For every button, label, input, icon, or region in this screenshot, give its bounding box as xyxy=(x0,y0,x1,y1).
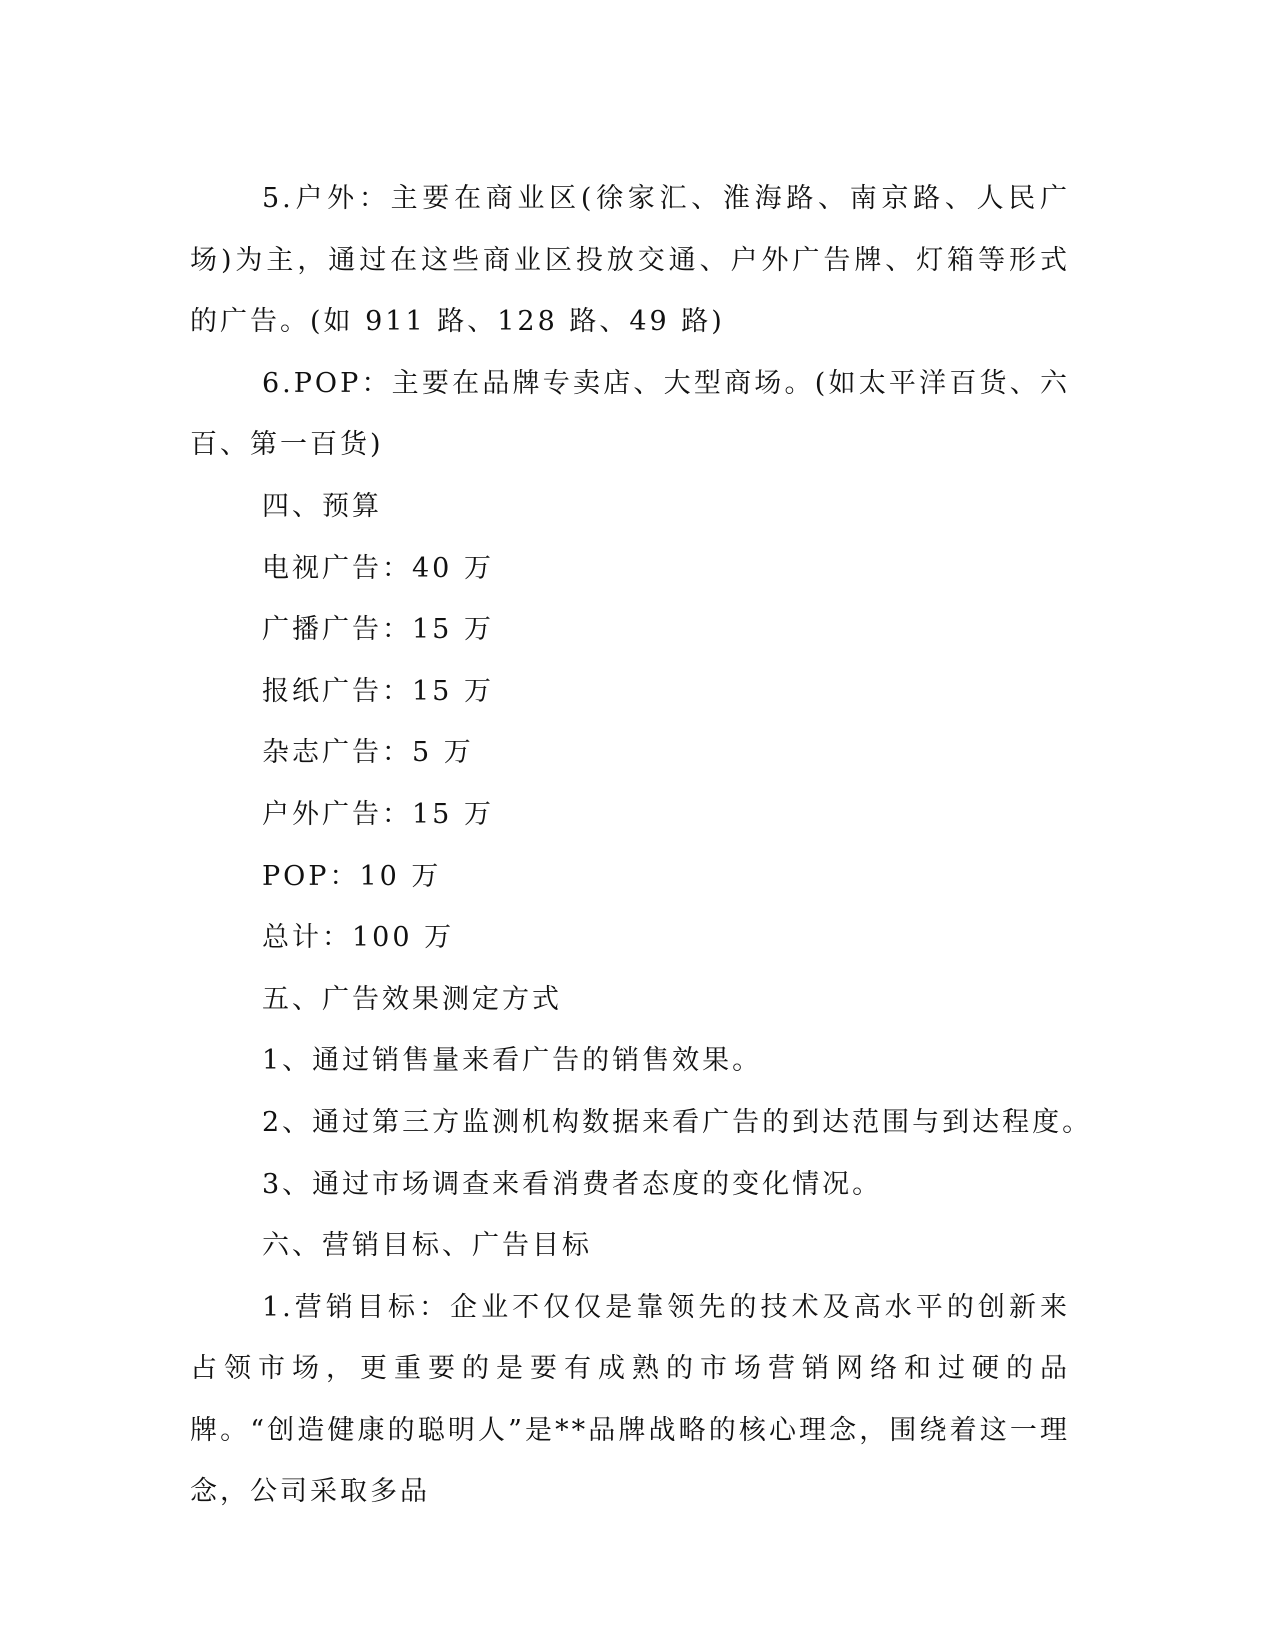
paragraph-pop: 6.POP：主要在品牌专卖店、大型商场。(如太平洋百货、六百、第一百货) xyxy=(190,367,1070,461)
budget-item-radio: 广播广告：15 万 xyxy=(262,614,494,646)
section-heading-budget: 四、预算 xyxy=(262,490,382,522)
measure-item-third-party: 2、通过第三方监测机构数据来看广告的到达范围与到达程度。 xyxy=(262,1106,1093,1138)
budget-item-tv: 电视广告：40 万 xyxy=(262,552,494,584)
paragraph-marketing-goal: 1.营销目标：企业不仅仅是靠领先的技术及高水平的创新来占领市场，更重要的是要有成熟的市场营销网络和过硬的品牌。“创造健康的聪明人”是**品牌战略的核心理念，围绕着这一理念，公司采取多品 xyxy=(190,1291,1070,1508)
measure-item-survey: 3、通过市场调查来看消费者态度的变化情况。 xyxy=(262,1168,883,1200)
section-heading-goals: 六、营销目标、广告目标 xyxy=(262,1230,592,1262)
measure-item-sales: 1、通过销售量来看广告的销售效果。 xyxy=(262,1045,763,1077)
budget-item-outdoor: 户外广告：15 万 xyxy=(262,798,494,830)
document-body xyxy=(190,168,1093,1523)
budget-item-total: 总计：100 万 xyxy=(262,922,455,954)
budget-item-newspaper: 报纸广告：15 万 xyxy=(262,675,494,707)
section-heading-measure: 五、广告效果测定方式 xyxy=(262,983,562,1015)
paragraph-outdoor: 5.户外：主要在商业区(徐家汇、淮海路、南京路、人民广场)为主，通过在这些商业区投放交通、户外广告牌、灯箱等形式的广告。(如 911 路、128 路、49 路) xyxy=(190,183,1070,338)
budget-item-magazine: 杂志广告：5 万 xyxy=(262,737,474,769)
budget-item-pop: POP：10 万 xyxy=(262,860,442,892)
